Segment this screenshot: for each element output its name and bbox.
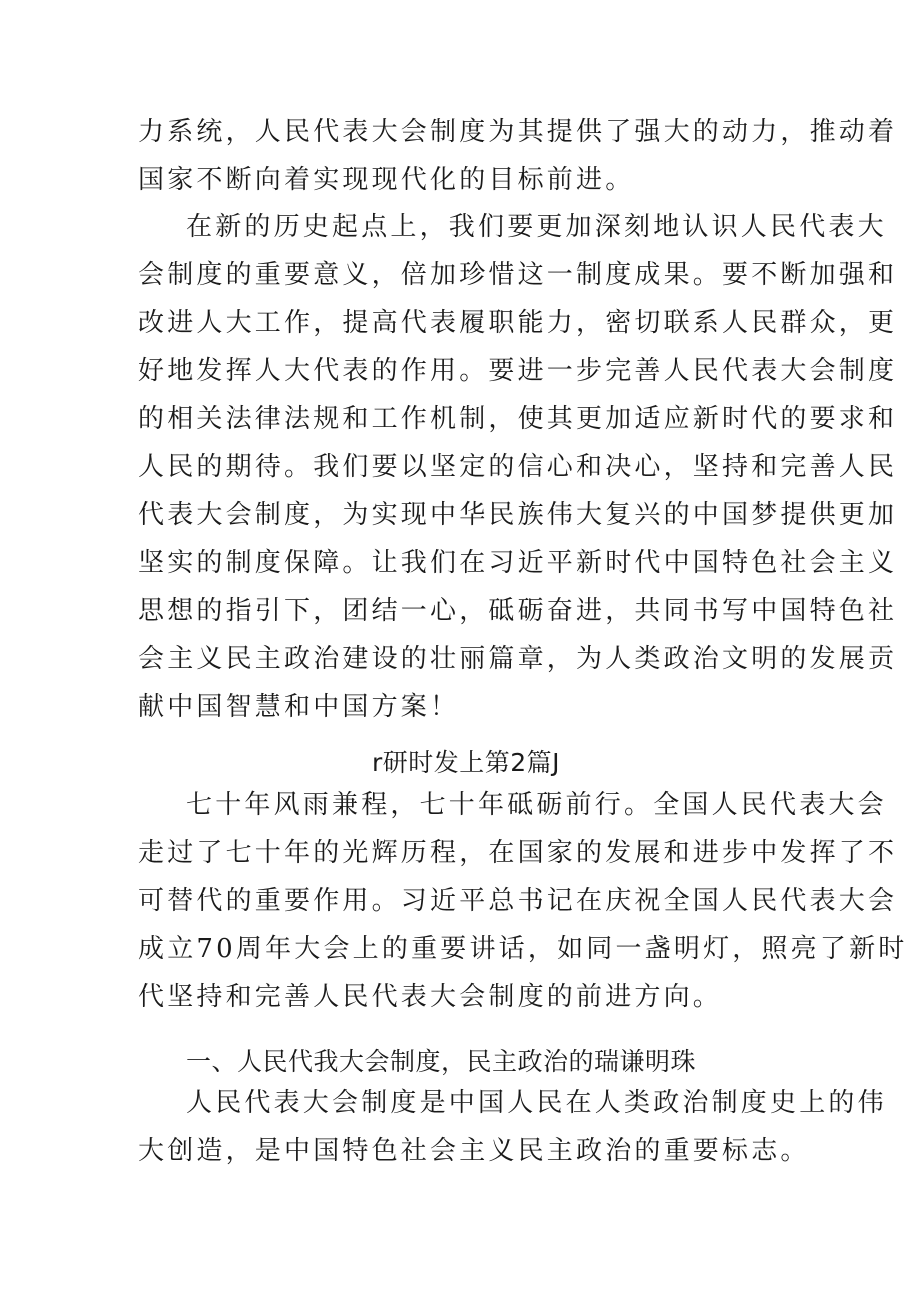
text-line: 人民代表大会制度是中国人民在人类政治制度史上的伟: [186, 1088, 887, 1118]
text-line: 思想的指引下，团结一心，砥砺奋进，共同书写中国特色社: [138, 596, 898, 626]
text-line: 力系统，人民代表大会制度为其提供了强大的动力，推动着: [138, 117, 898, 147]
text-line: 国家不断向着实现现代化的目标前进。: [138, 165, 635, 195]
text-line: 成立70周年大会上的重要讲话，如同一盏明灯，照亮了新时: [138, 934, 908, 964]
text-line: 在新的历史起点上，我们要更加深刻地认识人民代表大: [186, 212, 887, 242]
article-heading: r研时发上第2篇J: [372, 748, 561, 777]
text-line: 人民的期待。我们要以坚定的信心和决心，坚持和完善人民: [138, 452, 898, 482]
text-line: 七十年风雨兼程，七十年砥砺前行。全国人民代表大会: [186, 790, 887, 820]
text-line: 改进人大工作，提高代表履职能力，密切联系人民群众，更: [138, 308, 898, 338]
text-line: 会主义民主政治建设的壮丽篇章，为人类政治文明的发展贡: [138, 644, 898, 674]
text-line: 走过了七十年的光辉历程，在国家的发展和进步中发挥了不: [138, 838, 898, 868]
text-line: 可替代的重要作用。习近平总书记在庆祝全国人民代表大会: [138, 886, 898, 916]
text-line: 会制度的重要意义，倍加珍惜这一制度成果。要不断加强和: [138, 260, 898, 290]
section-heading: 一、人民代我大会制度，民主政治的瑞谦明珠: [186, 1047, 697, 1076]
text-line: 献中国智慧和中国方案！: [138, 692, 460, 722]
text-line: 代表大会制度，为实现中华民族伟大复兴的中国梦提供更加: [138, 500, 898, 530]
text-line: 代坚持和完善人民代表大会制度的前进方向。: [138, 982, 723, 1012]
text-line: 的相关法律法规和工作机制，使其更加适应新时代的要求和: [138, 404, 898, 434]
text-line: 大创造，是中国特色社会主义民主政治的重要标志。: [138, 1136, 810, 1166]
text-line: 好地发挥人大代表的作用。要进一步完善人民代表大会制度: [138, 356, 898, 386]
text-line: 坚实的制度保障。让我们在习近平新时代中国特色社会主义: [138, 548, 898, 578]
